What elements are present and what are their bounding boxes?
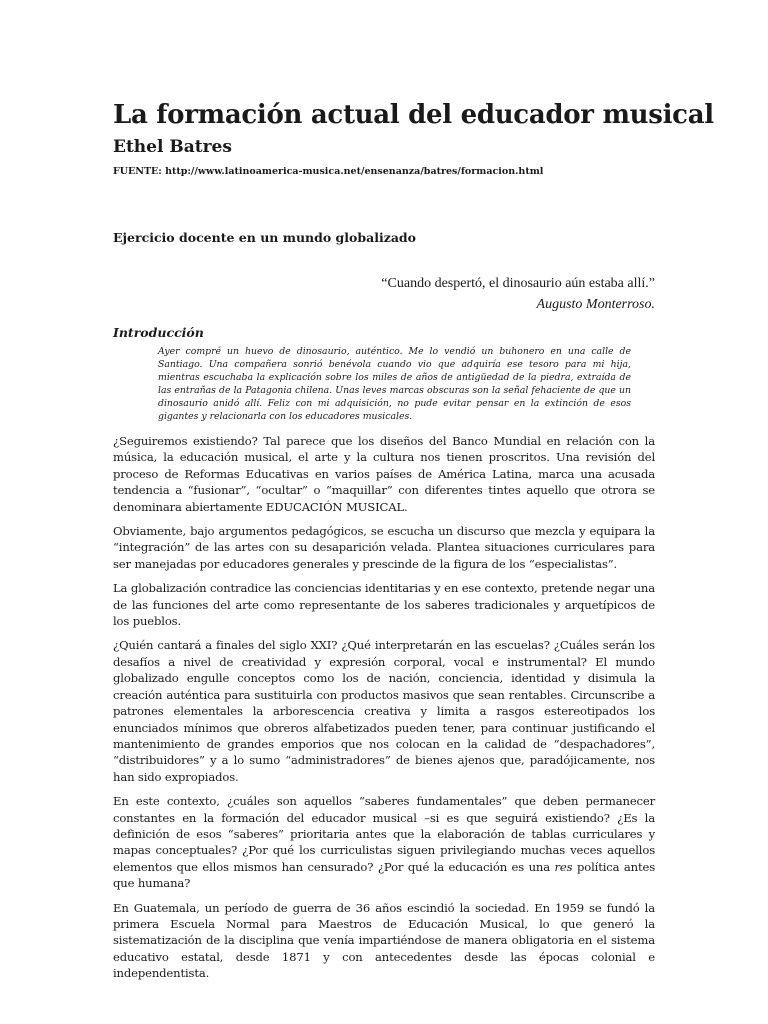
- paragraph: ¿Quién cantará a finales del siglo XXI? ¿Qué interpretarán en las escuelas? ¿Cuáles serán los desafíos a nivel de creatividad y expresión corporal, vocal e instrumental? El mundo globalizado engulle conceptos como los de nación, conciencia, identidad y disimula la creación auténtica para sustituirla con productos masivos que sean rentables. Circunscribe a patrones elementales la arborescencia creativa y limita a rasgos estereotipados los enunciados mínimos que obreros alfabetizados pueden tener, para continuar justificando el mantenimiento de grandes emporios que nos colocan en la calidad de “despachadores”, “distribuidores” y a lo sumo “administradores” de bienes ajenos que, paradójicamente, nos han sido expropiados.: [113, 638, 655, 784]
- paragraph: La globalización contradice las conciencias identitarias y en ese contexto, pretende negar una de las funciones del arte como representante de los saberes tradicionales y arquetípicos de los pueblos.: [113, 581, 655, 629]
- intro-heading: Introducción: [113, 325, 204, 340]
- paragraph: En Guatemala, un período de guerra de 36 años escindió la sociedad. En 1959 se fundó la primera Escuela Normal para Maestros de Educación Musical, lo que generó la sistematización de la disciplina que venía impartiéndose de manera obligatoria en el sistema educativo estatal, desde 1871 y con antecedentes desde las épocas colonial e independentista.: [113, 900, 655, 981]
- paragraph-text: En este contexto, ¿cuáles son aquellos “saberes fundamentales” que deben permanecer constantes en la formación del educador musical –si es que seguirá existiendo? ¿Es la definición de esos “saberes” prioritaria antes que la elaboración de tablas curriculares y mapas conceptuales? ¿Por qué los curriculistas siguen privilegiando muchas veces aquellos elementos que ellos mismos han censurado? ¿Por qué la educación es una: [113, 794, 655, 874]
- document-title: La formación actual del educador musical: [113, 100, 714, 130]
- paragraph: [113, 793, 655, 891]
- epigraph-quote: “Cuando despertó, el dinosaurio aún estaba allí.”: [381, 276, 655, 291]
- document-page: [113, 97, 714, 982]
- section-subtitle: Ejercicio docente en un mundo globalizado: [113, 230, 416, 245]
- source-line: FUENTE: http://www.latinoamerica-musica.net/ensenanza/batres/formacion.html: [113, 166, 544, 177]
- paragraph-italic-word: res: [554, 859, 573, 874]
- paragraph-text: política antes que humana?: [113, 859, 656, 891]
- author-name: Ethel Batres: [113, 137, 232, 157]
- paragraph: Obviamente, bajo argumentos pedagógicos, se escucha un discurso que mezcla y equipara la “integración” de las artes con su desaparición velada. Plantea situaciones curriculares para ser manejadas por educadores generales y prescinde de la figura de los “especialistas”.: [113, 524, 655, 571]
- epigraph: [113, 273, 655, 315]
- epigraph-author: Augusto Monterroso.: [536, 297, 655, 312]
- paragraph: ¿Seguiremos existiendo? Tal parece que los diseños del Banco Mundial en relación con la música, la educación musical, el arte y la cultura nos tienen proscritos. Una revisión del proceso de Reformas Educativas en varios países de América Latina, marca una acusada tendencia a “fusionar”, “ocultar” o “maquillar” con diferentes tintes aquello que otrora se denominara abiertamente EDUCACIÓN MUSICAL.: [113, 434, 655, 514]
- block-quote: Ayer compré un huevo de dinosaurio, auténtico. Me lo vendió un buhonero en una calle de Santiago. Una compañera sonrió benévola cuando vio que adquiría ese tesoro para mi hija, mientras escuchaba la explicación sobre los miles de años de antigüedad de la piedra, extraída de las entrañas de la Patagonia chilena. Unas leves marcas obscuras son la señal fehaciente de que un dinosaurio anidó allí. Feliz con mi adquisición, no pude evitar pensar en la extinción de esos gigantes y relacionarla con los educadores musicales.: [158, 346, 631, 422]
